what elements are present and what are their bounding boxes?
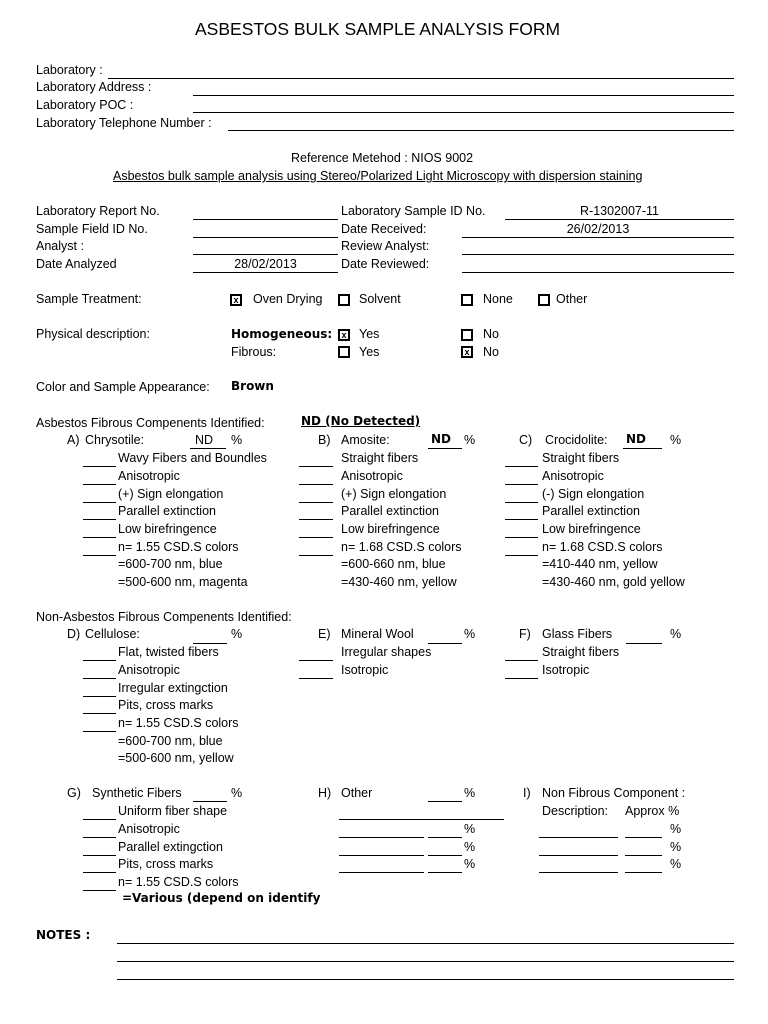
non-fibrous-entry-1-pct-field[interactable] xyxy=(625,837,662,838)
solvent-checkbox[interactable] xyxy=(338,294,350,306)
glass-fibers-blank-1[interactable] xyxy=(505,660,538,661)
synthetic-fibers-pct: % xyxy=(231,786,243,800)
homogeneous-label: Homogeneous: xyxy=(231,327,333,341)
laboratory-poc-field[interactable] xyxy=(193,112,734,113)
cellulose-item: =500-600 nm, yellow xyxy=(118,751,234,765)
other-entry-3-pct: % xyxy=(464,857,476,871)
date-analyzed-label: Date Analyzed xyxy=(36,257,117,271)
crocidolite-blank-5[interactable] xyxy=(505,537,538,538)
solvent-label: Solvent xyxy=(359,292,401,306)
analyst-field[interactable] xyxy=(193,254,338,255)
crocidolite-pct: % xyxy=(670,433,682,447)
chrysotile-item: Parallel extinction xyxy=(118,504,216,518)
amosite-blank-3[interactable] xyxy=(299,502,333,503)
chrysotile-item: =500-600 nm, magenta xyxy=(118,575,248,589)
date-received-value: 26/02/2013 xyxy=(566,222,630,236)
fibrous-no-label: No xyxy=(483,345,499,359)
non-fibrous-entry-1[interactable] xyxy=(539,837,618,838)
non-fibrous-entry-3-pct-field[interactable] xyxy=(625,872,662,873)
crocidolite-item: Low birefringence xyxy=(542,522,641,536)
other-description-line[interactable] xyxy=(339,819,504,820)
report-no-field[interactable] xyxy=(193,219,338,220)
non-fibrous-label: Non Fibrous Component : xyxy=(542,786,686,800)
laboratory-telephone-label: Laboratory Telephone Number : xyxy=(36,116,212,130)
homogeneous-yes-checkbox[interactable]: x xyxy=(338,329,350,341)
none-checkbox[interactable] xyxy=(461,294,473,306)
synthetic-fibers-blank-3[interactable] xyxy=(83,855,116,856)
glass-fibers-field[interactable] xyxy=(626,643,662,644)
amosite-letter: B) xyxy=(318,433,331,447)
date-reviewed-field[interactable] xyxy=(462,272,734,273)
cellulose-blank-4[interactable] xyxy=(83,713,116,714)
chrysotile-blank-2[interactable] xyxy=(83,484,116,485)
field-id-field[interactable] xyxy=(193,237,338,238)
date-reviewed-label: Date Reviewed: xyxy=(341,257,430,271)
cellulose-blank-2[interactable] xyxy=(83,678,116,679)
synthetic-fibers-blank-1[interactable] xyxy=(83,819,116,820)
crocidolite-item: n= 1.68 CSD.S colors xyxy=(542,540,663,554)
cellulose-item: n= 1.55 CSD.S colors xyxy=(118,716,239,730)
synthetic-fibers-blank-4[interactable] xyxy=(83,872,116,873)
laboratory-field[interactable] xyxy=(108,78,734,79)
synthetic-fibers-item: =Various (depend on identify xyxy=(122,891,321,905)
fibrous-yes-checkbox[interactable] xyxy=(338,346,350,358)
date-analyzed-value: 28/02/2013 xyxy=(234,257,297,271)
amosite-label: Amosite: xyxy=(341,433,390,447)
homogeneous-no-label: No xyxy=(483,327,499,341)
amosite-item: Anisotropic xyxy=(341,469,403,483)
chrysotile-field[interactable] xyxy=(190,448,226,449)
glass-fibers-label: Glass Fibers xyxy=(542,627,613,641)
synthetic-fibers-item: Pits, cross marks xyxy=(118,857,214,871)
synthetic-fibers-item: n= 1.55 CSD.S colors xyxy=(118,875,239,889)
notes-label: NOTES : xyxy=(36,928,91,942)
asbestos-result: ND (No Detected) xyxy=(301,414,421,428)
mineral-wool-blank-2[interactable] xyxy=(299,678,333,679)
lab-sample-id-label: Laboratory Sample ID No. xyxy=(341,204,486,218)
crocidolite-item: Anisotropic xyxy=(542,469,604,483)
chrysotile-item: Wavy Fibers and Boundles xyxy=(118,451,267,465)
amosite-item: (+) Sign elongation xyxy=(341,487,447,501)
chrysotile-item: (+) Sign elongation xyxy=(118,487,224,501)
reference-method: Reference Metehod : NIOS 9002 xyxy=(291,151,474,165)
other-entry-2-pct: % xyxy=(464,840,476,854)
cellulose-label: Cellulose: xyxy=(85,627,140,641)
oven-drying-label: Oven Drying xyxy=(253,292,323,306)
crocidolite-item: =410-440 nm, yellow xyxy=(542,557,658,571)
crocidolite-value: ND xyxy=(626,432,647,446)
fibrous-yes-label: Yes xyxy=(359,345,380,359)
color-appearance-value: Brown xyxy=(231,379,274,393)
glass-fibers-blank-2[interactable] xyxy=(505,678,538,679)
fibrous-label: Fibrous: xyxy=(231,345,277,359)
other-field[interactable] xyxy=(428,801,462,802)
cellulose-blank-1[interactable] xyxy=(83,660,116,661)
non-fibrous-approx-label: Approx % xyxy=(625,804,680,818)
physical-description-label: Physical description: xyxy=(36,327,150,341)
crocidolite-letter: C) xyxy=(519,433,533,447)
synthetic-fibers-item: Parallel extingction xyxy=(118,840,223,854)
mineral-wool-field[interactable] xyxy=(428,643,462,644)
amosite-blank-2[interactable] xyxy=(299,484,333,485)
non-fibrous-description-label: Description: xyxy=(542,804,608,818)
amosite-item: Low birefringence xyxy=(341,522,440,536)
other-pct: % xyxy=(464,786,476,800)
crocidolite-item: (-) Sign elongation xyxy=(542,487,645,501)
notes-line-1[interactable] xyxy=(117,943,734,944)
date-received-field[interactable] xyxy=(462,237,734,238)
chrysotile-blank-6[interactable] xyxy=(83,555,116,556)
non-fibrous-entry-2-pct-field[interactable] xyxy=(625,855,662,856)
amosite-blank-1[interactable] xyxy=(299,466,333,467)
date-received-label: Date Received: xyxy=(341,222,427,236)
laboratory-address-field[interactable] xyxy=(193,95,734,96)
mineral-wool-item: Irregular shapes xyxy=(341,645,432,659)
other-entry-3[interactable] xyxy=(339,872,424,873)
chrysotile-blank-4[interactable] xyxy=(83,519,116,520)
amosite-item: Parallel extinction xyxy=(341,504,439,518)
amosite-item: Straight fibers xyxy=(341,451,419,465)
chrysotile-letter: A) xyxy=(67,433,80,447)
chrysotile-item: Low birefringence xyxy=(118,522,217,536)
other-entry-1[interactable] xyxy=(339,837,424,838)
laboratory-label: Laboratory : xyxy=(36,63,103,77)
glass-fibers-pct: % xyxy=(670,627,682,641)
other-label: Other xyxy=(556,292,588,306)
notes-line-2[interactable] xyxy=(117,961,734,962)
amosite-blank-6[interactable] xyxy=(299,555,333,556)
review-analyst-label: Review Analyst: xyxy=(341,239,430,253)
cellulose-pct: % xyxy=(231,627,243,641)
other-entry-2-pct-field[interactable] xyxy=(428,855,462,856)
lab-sample-id-value: R-1302007-11 xyxy=(580,204,659,218)
glass-fibers-letter: F) xyxy=(519,627,531,641)
amosite-item: n= 1.68 CSD.S colors xyxy=(341,540,462,554)
other-entry-2[interactable] xyxy=(339,855,424,856)
synthetic-fibers-letter: G) xyxy=(67,786,81,800)
synthetic-fibers-label: Synthetic Fibers xyxy=(92,786,182,800)
crocidolite-field[interactable] xyxy=(623,448,662,449)
crocidolite-item: =430-460 nm, gold yellow xyxy=(542,575,685,589)
chrysotile-item: =600-700 nm, blue xyxy=(118,557,223,571)
non-fibrous-letter: I) xyxy=(523,786,531,800)
synthetic-fibers-item: Uniform fiber shape xyxy=(118,804,228,818)
laboratory-telephone-field[interactable] xyxy=(228,130,734,131)
amosite-blank-4[interactable] xyxy=(299,519,333,520)
chrysotile-value: ND xyxy=(195,433,214,447)
crocidolite-label: Crocidolite: xyxy=(545,433,608,447)
crocidolite-blank-4[interactable] xyxy=(505,519,538,520)
chrysotile-blank-5[interactable] xyxy=(83,537,116,538)
synthetic-fibers-item: Anisotropic xyxy=(118,822,180,836)
amosite-pct: % xyxy=(464,433,476,447)
mineral-wool-blank-1[interactable] xyxy=(299,660,333,661)
amosite-value: ND xyxy=(431,432,452,446)
mineral-wool-item: Isotropic xyxy=(341,663,389,677)
crocidolite-blank-6[interactable] xyxy=(505,555,538,556)
chrysotile-blank-3[interactable] xyxy=(83,502,116,503)
laboratory-poc-label: Laboratory POC : xyxy=(36,98,134,112)
amosite-item: =430-460 nm, yellow xyxy=(341,575,457,589)
form-title: ASBESTOS BULK SAMPLE ANALYSIS FORM xyxy=(195,19,561,39)
mineral-wool-label: Mineral Wool xyxy=(341,627,414,641)
homogeneous-no-checkbox[interactable] xyxy=(461,329,473,341)
other-entry-1-pct-field[interactable] xyxy=(428,837,462,838)
asbestos-components-label: Asbestos Fibrous Compenents Identified: xyxy=(36,416,265,430)
crocidolite-blank-2[interactable] xyxy=(505,484,538,485)
cellulose-item: Flat, twisted fibers xyxy=(118,645,219,659)
lab-sample-id-field[interactable] xyxy=(505,219,734,220)
non-fibrous-entry-1-pct: % xyxy=(670,822,682,836)
chrysotile-label: Chrysotile: xyxy=(85,433,145,447)
non-asbestos-components-label: Non-Asbestos Fibrous Compenents Identified: xyxy=(36,610,292,624)
color-appearance-label: Color and Sample Appearance: xyxy=(36,380,210,394)
crocidolite-blank-1[interactable] xyxy=(505,466,538,467)
laboratory-address-label: Laboratory Address : xyxy=(36,80,152,94)
fibrous-no-checkbox[interactable]: x xyxy=(461,346,473,358)
chrysotile-item: n= 1.55 CSD.S colors xyxy=(118,540,239,554)
other-entry-3-pct-field[interactable] xyxy=(428,872,462,873)
glass-fibers-item: Isotropic xyxy=(542,663,590,677)
mineral-wool-pct: % xyxy=(464,627,476,641)
cellulose-item: Irregular extingction xyxy=(118,681,228,695)
chrysotile-pct: % xyxy=(231,433,243,447)
other-entry-1-pct: % xyxy=(464,822,476,836)
cellulose-item: =600-700 nm, blue xyxy=(118,734,223,748)
non-fibrous-entry-2-pct: % xyxy=(670,840,682,854)
sample-treatment-label: Sample Treatment: xyxy=(36,292,142,306)
crocidolite-blank-3[interactable] xyxy=(505,502,538,503)
cellulose-field[interactable] xyxy=(193,643,227,644)
cellulose-letter: D) xyxy=(67,627,81,641)
amosite-blank-5[interactable] xyxy=(299,537,333,538)
non-fibrous-entry-3-pct: % xyxy=(670,857,682,871)
synthetic-fibers-field[interactable] xyxy=(193,801,227,802)
mineral-wool-letter: E) xyxy=(318,627,331,641)
cellulose-blank-5[interactable] xyxy=(83,731,116,732)
glass-fibers-item: Straight fibers xyxy=(542,645,620,659)
other-letter: H) xyxy=(318,786,332,800)
crocidolite-item: Straight fibers xyxy=(542,451,620,465)
analyst-label: Analyst : xyxy=(36,239,84,253)
none-label: None xyxy=(483,292,513,306)
cellulose-item: Pits, cross marks xyxy=(118,698,214,712)
chrysotile-item: Anisotropic xyxy=(118,469,180,483)
date-analyzed-field[interactable] xyxy=(193,272,338,273)
amosite-field[interactable] xyxy=(428,448,462,449)
field-id-label: Sample Field ID No. xyxy=(36,222,148,236)
report-no-label: Laboratory Report No. xyxy=(36,204,160,218)
non-fibrous-entry-3[interactable] xyxy=(539,872,618,873)
homogeneous-yes-label: Yes xyxy=(359,327,380,341)
notes-line-3[interactable] xyxy=(117,979,734,980)
cellulose-item: Anisotropic xyxy=(118,663,180,677)
review-analyst-field[interactable] xyxy=(462,254,734,255)
non-fibrous-entry-2[interactable] xyxy=(539,855,618,856)
reference-description: Asbestos bulk sample analysis using Stereo/Polarized Light Microscopy with dispersion staining xyxy=(113,169,643,183)
other-label: Other xyxy=(341,786,373,800)
synthetic-fibers-blank-5[interactable] xyxy=(83,890,116,891)
oven-drying-checkbox[interactable]: x xyxy=(230,294,242,306)
synthetic-fibers-blank-2[interactable] xyxy=(83,837,116,838)
other-checkbox[interactable] xyxy=(538,294,550,306)
chrysotile-blank-1[interactable] xyxy=(83,466,116,467)
cellulose-blank-3[interactable] xyxy=(83,696,116,697)
crocidolite-item: Parallel extinction xyxy=(542,504,640,518)
amosite-item: =600-660 nm, blue xyxy=(341,557,446,571)
